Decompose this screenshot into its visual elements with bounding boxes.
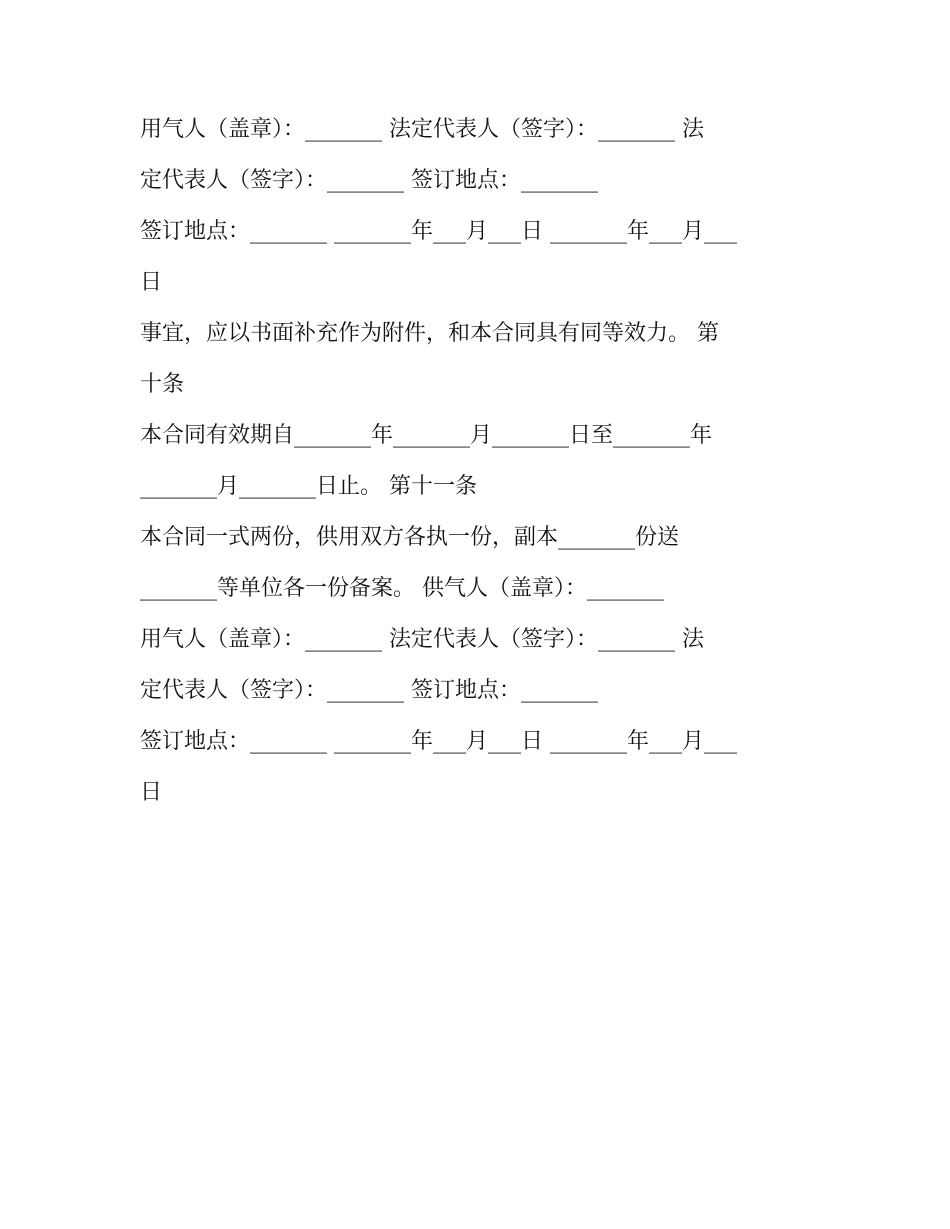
text-line: 签订地点：_______ _______年___月___日 _______年___月___ [140, 219, 737, 244]
text-line: 日 [140, 270, 163, 295]
text-line: 日 [140, 780, 163, 805]
text-line: _______月_______日止。 第十一条 [140, 474, 477, 499]
text-line: 十条 [140, 372, 185, 397]
text-line: 事宜，应以书面补充作为附件，和本合同具有同等效力。 第 [140, 321, 719, 346]
text-line: 定代表人（签字）：_______ 签订地点：_______ [140, 168, 598, 193]
text-line: 本合同一式两份，供用双方各执一份，副本_______份送 [140, 525, 680, 550]
text-line: 签订地点：_______ _______年___月___日 _______年___月___ [140, 729, 737, 754]
text-line: 本合同有效期自_______年_______月_______日至_______年 [140, 423, 713, 448]
text-line: _______等单位各一份备案。 供气人（盖章）：_______ [140, 576, 664, 601]
text-line: 定代表人（签字）：_______ 签订地点：_______ [140, 678, 598, 703]
document-body [140, 104, 820, 818]
text-line: 用气人（盖章）：_______ 法定代表人（签字）：_______ 法 [140, 627, 704, 652]
text-line: 用气人（盖章）：_______ 法定代表人（签字）：_______ 法 [140, 117, 704, 142]
